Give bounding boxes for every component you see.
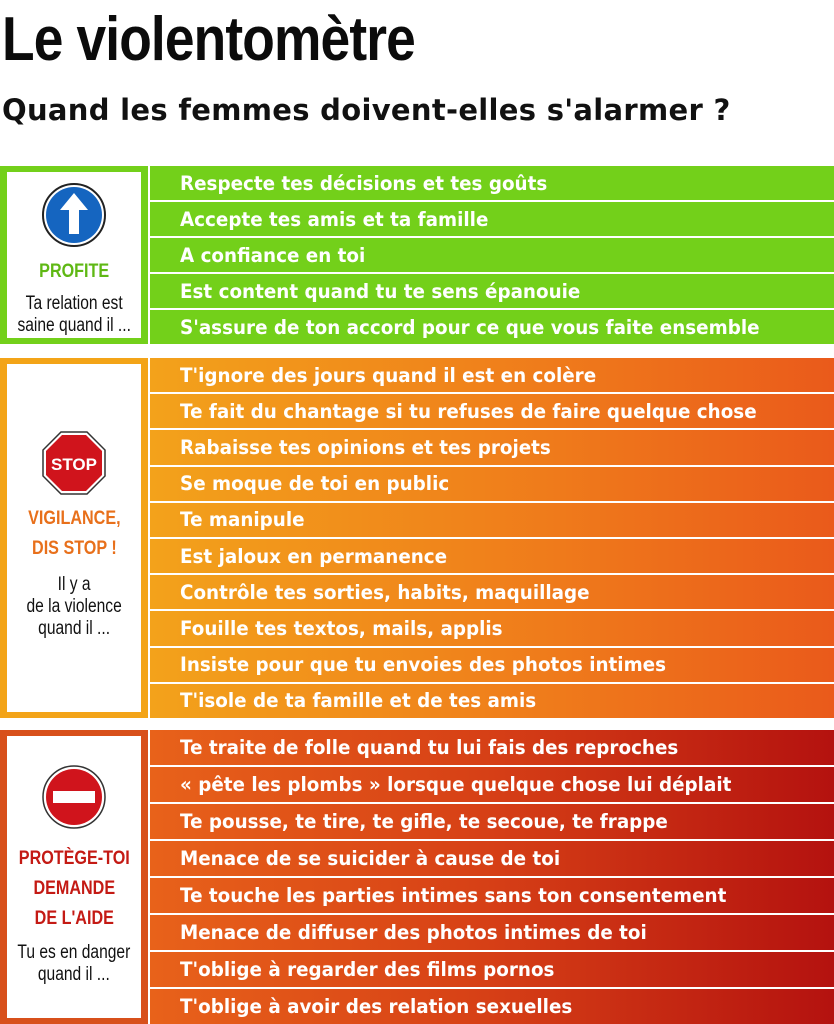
- level-title-line: VIGILANCE,: [27, 508, 121, 529]
- side-panel-inner: [7, 172, 141, 338]
- list-item: T'oblige à regarder des films pornos: [150, 950, 834, 987]
- behavior-list: [150, 166, 834, 344]
- list-item: Accepte tes amis et ta famille: [150, 200, 834, 236]
- level-title-line: DIS STOP !: [31, 538, 117, 559]
- level-title: [28, 504, 120, 564]
- list-item: « pête les plombs » lorsque quelque chose lui déplait: [150, 765, 834, 802]
- side-panel: [0, 358, 148, 718]
- list-item: Rabaisse tes opinions et tes projets: [150, 428, 834, 464]
- side-panel-inner: [7, 736, 141, 1018]
- behavior-list: [150, 730, 834, 1024]
- page-title: Le violentomètre: [2, 5, 415, 74]
- section-vigilance: [0, 358, 834, 718]
- list-item: T'isole de ta famille et de tes amis: [150, 682, 834, 718]
- list-item: Te pousse, te tire, te gifle, te secoue, te frappe: [150, 802, 834, 839]
- side-panel-inner: [7, 364, 141, 712]
- list-item: Te traite de folle quand tu lui fais des reproches: [180, 736, 679, 759]
- one-way-arrow-up-icon: [41, 182, 107, 248]
- level-description-line: Tu es en danger: [17, 942, 131, 963]
- behavior-list: [150, 358, 834, 718]
- list-item: Est content quand tu te sens épanouie: [150, 272, 834, 308]
- list-item: S'assure de ton accord pour ce que vous faite ensemble: [150, 308, 834, 344]
- level-description-line: Ta relation est: [25, 293, 123, 314]
- list-item: Te manipule: [150, 501, 834, 537]
- no-entry-icon: [41, 764, 107, 830]
- level-description-line: quand il ...: [38, 964, 110, 985]
- list-item: Respecte tes décisions et tes goûts: [180, 171, 548, 195]
- stop-sign-text: STOP: [51, 455, 97, 474]
- side-panel: [0, 166, 148, 344]
- list-item: Menace de diffuser des photos intimes de toi: [150, 913, 834, 950]
- stop-sign-icon: [41, 430, 107, 496]
- level-description-line: de la violence: [26, 596, 122, 617]
- list-item: Fouille tes textos, mails, applis: [150, 609, 834, 645]
- list-item: T'oblige à avoir des relation sexuelles: [150, 987, 834, 1024]
- level-title: [39, 257, 109, 287]
- level-title-line: DE L'AIDE: [34, 908, 114, 929]
- level-description-line: Il y a: [57, 574, 91, 595]
- section-protege-toi: [0, 730, 834, 1024]
- level-description: [18, 942, 131, 986]
- list-item: T'ignore des jours quand il est en colère: [180, 363, 597, 387]
- list-item: Se moque de toi en public: [150, 465, 834, 501]
- list-item: Contrôle tes sorties, habits, maquillage: [150, 573, 834, 609]
- list-item: Te fait du chantage si tu refuses de faire quelque chose: [150, 392, 834, 428]
- level-title-line: DEMANDE: [33, 878, 115, 899]
- level-description: [26, 574, 121, 640]
- list-item: Te touche les parties intimes sans ton consentement: [150, 876, 834, 913]
- level-title-line: PROFITE: [39, 261, 109, 282]
- page-subtitle: Quand les femmes doivent-elles s'alarmer ?: [2, 93, 731, 127]
- level-description-line: saine quand il ...: [17, 315, 131, 336]
- level-description: [17, 293, 130, 337]
- level-title: [19, 844, 130, 934]
- list-item: Menace de se suicider à cause de toi: [150, 839, 834, 876]
- list-item: A confiance en toi: [150, 236, 834, 272]
- section-profite: [0, 166, 834, 344]
- list-item: Est jaloux en permanence: [150, 537, 834, 573]
- level-description-line: quand il ...: [38, 618, 110, 639]
- side-panel: [0, 730, 148, 1024]
- level-title-line: PROTÈGE-TOI: [18, 848, 130, 869]
- list-item: Insiste pour que tu envoies des photos intimes: [150, 646, 834, 682]
